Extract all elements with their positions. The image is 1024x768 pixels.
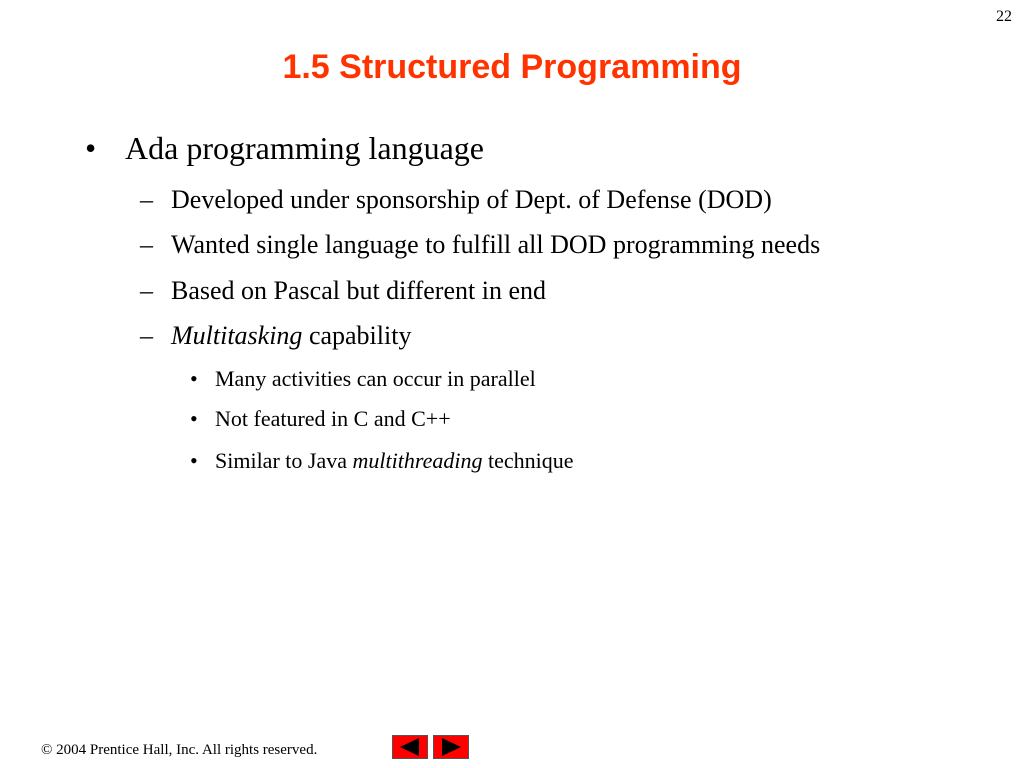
prev-slide-button[interactable] xyxy=(392,735,428,759)
bullet-icon: • xyxy=(190,366,198,391)
nested-bullet-text: Similar to Java xyxy=(215,448,353,473)
sub-bullet-text: Developed under sponsorship of Dept. of Defense (DOD) xyxy=(171,185,772,214)
page-number: 22 xyxy=(996,8,1012,25)
sub-bullet xyxy=(140,276,546,306)
left-arrow-icon xyxy=(393,736,427,758)
sub-bullet xyxy=(140,230,820,260)
sub-bullet xyxy=(140,185,772,215)
bullet-text: Ada programming language xyxy=(125,130,484,166)
nested-bullet xyxy=(190,448,573,474)
nested-bullet xyxy=(190,406,451,432)
sub-bullet-text: Based on Pascal but different in end xyxy=(171,276,546,305)
right-arrow-icon xyxy=(434,736,468,758)
dash-icon: – xyxy=(140,230,153,259)
bullet-icon: • xyxy=(190,406,198,431)
emphasis-text: multithreading xyxy=(352,448,483,473)
nested-bullet-text: technique xyxy=(482,448,574,473)
emphasis-text: Multitasking xyxy=(171,321,303,350)
dash-icon: – xyxy=(140,185,153,214)
sub-bullet-text: Wanted single language to fulfill all DOD programming needs xyxy=(171,230,821,259)
slide-title: 1.5 Structured Programming xyxy=(282,48,742,86)
nested-bullet-text: Not featured in C and C++ xyxy=(215,406,451,431)
bullet-icon: • xyxy=(85,130,97,166)
next-slide-button[interactable] xyxy=(433,735,469,759)
footer-copyright: © 2004 Prentice Hall, Inc. All rights reserved. xyxy=(41,742,318,758)
bullet-level-1 xyxy=(85,130,484,167)
sub-bullet-text: capability xyxy=(302,321,412,350)
dash-icon: – xyxy=(140,321,153,350)
dash-icon: – xyxy=(140,276,153,305)
sub-bullet xyxy=(140,321,411,351)
nested-bullet-text: Many activities can occur in parallel xyxy=(215,366,536,391)
bullet-icon: • xyxy=(190,448,198,473)
nested-bullet xyxy=(190,366,536,392)
